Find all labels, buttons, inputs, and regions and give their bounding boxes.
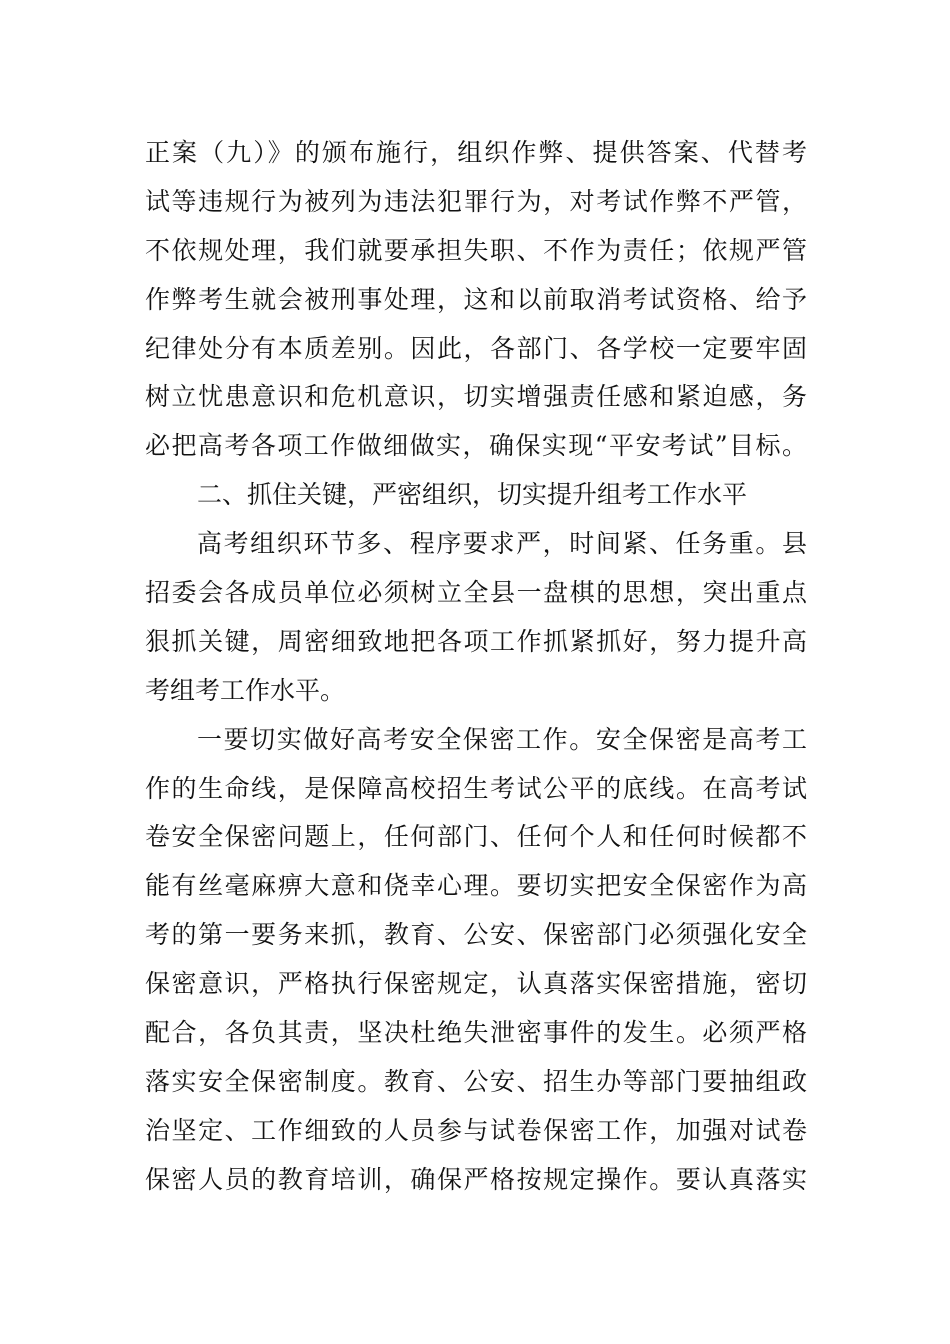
paragraph-line: 树立忧患意识和危机意识，切实增强责任感和紧迫感，务	[145, 382, 807, 412]
paragraph-line: 能有丝毫麻痹大意和侥幸心理。要切实把安全保密作为高	[145, 871, 807, 901]
paragraph-line: 必把高考各项工作做细做实，确保实现“平安考试”目标。	[145, 431, 807, 461]
paragraph-line: 配合，各负其责，坚决杜绝失泄密事件的发生。必须严格	[145, 1018, 807, 1048]
paragraph-line: 保密人员的教育培训，确保严格按规定操作。要认真落实	[145, 1164, 807, 1194]
paragraph-1	[145, 129, 807, 471]
paragraph-line: 考组考工作水平。	[145, 675, 346, 705]
paragraph-3	[145, 716, 807, 1205]
paragraph-line: 不依规处理，我们就要承担失职、不作为责任；依规严管	[145, 235, 807, 265]
heading-line: 二、抓住关键，严密组织，切实提升组考工作水平	[197, 480, 748, 510]
paragraph-line: 招委会各成员单位必须树立全县一盘棋的思想，突出重点	[145, 578, 807, 608]
paragraph-line: 卷安全保密问题上，任何部门、任何个人和任何时候都不	[145, 822, 807, 852]
paragraph-line: 作弊考生就会被刑事处理，这和以前取消考试资格、给予	[145, 284, 807, 314]
paragraph-line: 狠抓关键，周密细致地把各项工作抓紧抓好，努力提升高	[145, 626, 807, 656]
paragraph-line: 落实安全保密制度。教育、公安、招生办等部门要抽组政	[145, 1066, 807, 1096]
paragraph-line: 保密意识，严格执行保密规定，认真落实保密措施，密切	[145, 969, 807, 999]
document-body	[145, 129, 807, 1205]
paragraph-line: 一要切实做好高考安全保密工作。安全保密是高考工	[197, 724, 807, 754]
section-heading-2	[145, 471, 807, 520]
paragraph-line: 正案（九）》的颁布施行，组织作弊、提供答案、代替考	[145, 138, 807, 167]
paragraph-line: 考的第一要务来抓，教育、公安、保密部门必须强化安全	[145, 920, 807, 950]
paragraph-line: 纪律处分有本质差别。因此，各部门、各学校一定要牢固	[145, 333, 807, 363]
paragraph-line: 高考组织环节多、程序要求严，时间紧、任务重。县	[197, 529, 807, 559]
paragraph-line: 作的生命线，是保障高校招生考试公平的底线。在高考试	[145, 773, 807, 803]
paragraph-line: 治坚定、工作细致的人员参与试卷保密工作，加强对试卷	[145, 1115, 807, 1145]
paragraph-2	[145, 520, 807, 716]
paragraph-line: 试等违规行为被列为违法犯罪行为，对考试作弊不严管，	[145, 186, 807, 216]
